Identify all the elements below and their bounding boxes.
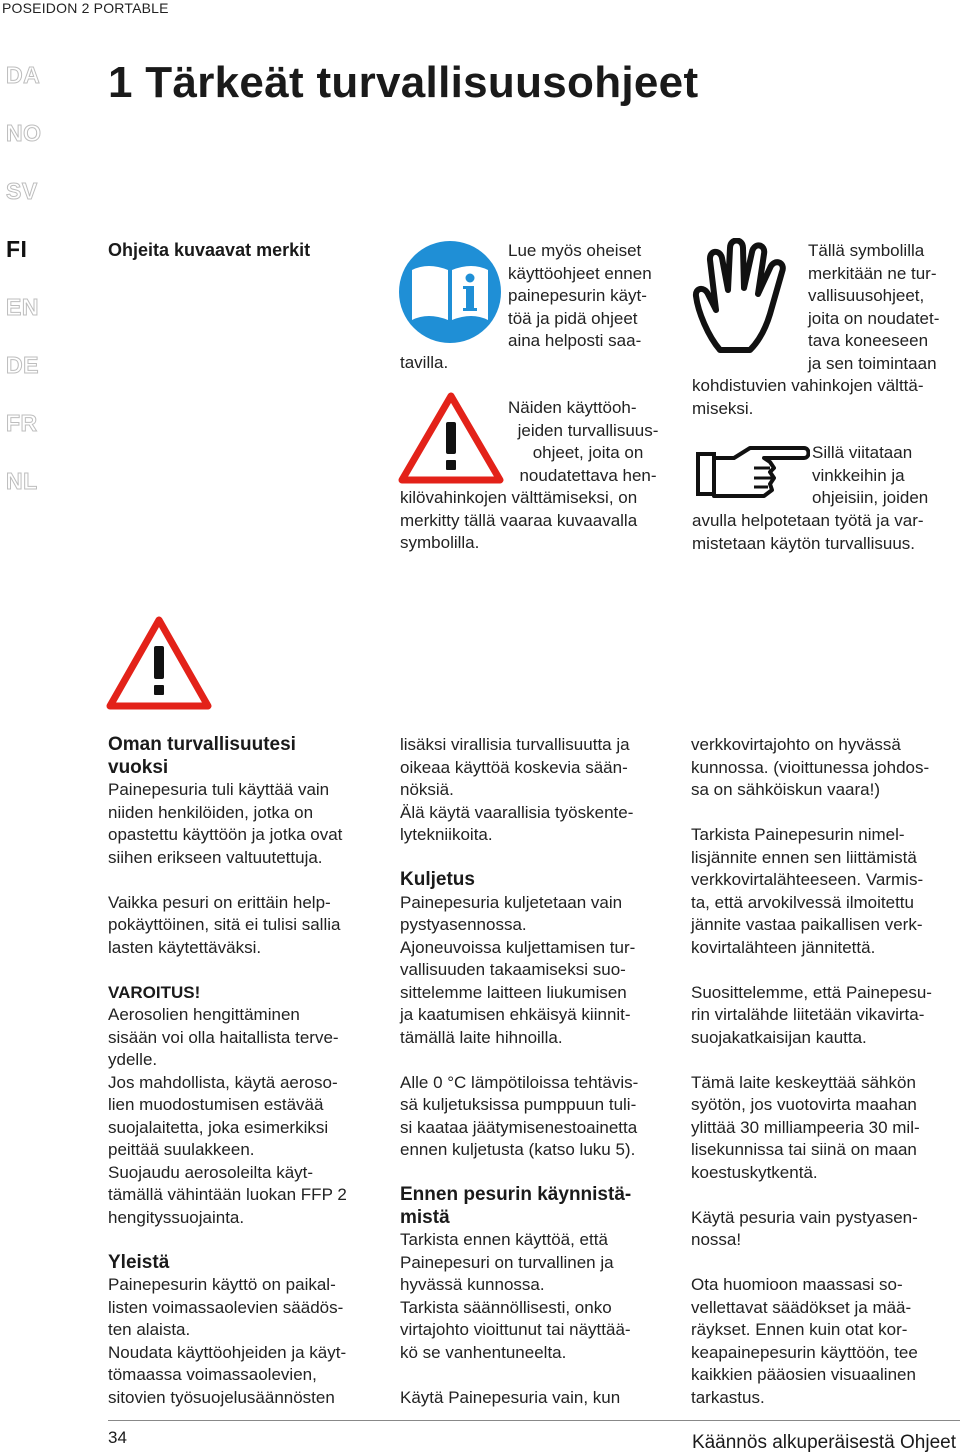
text-line: Älä käytä vaarallisia työskente- (400, 802, 634, 822)
text-line: jännite vastaa paikallisen verk- (691, 915, 923, 934)
text-line: vuoksi (108, 756, 169, 778)
pointing-hand-icon (694, 440, 810, 502)
column-3 (691, 734, 959, 1409)
text-line: Noudata käyttöohjeiden ja käyt- (108, 1342, 347, 1362)
text-line: sa on sähköiskun vaara!) (691, 780, 880, 799)
text-line: lien muodostumisen estävää (108, 1095, 324, 1114)
text-line: vallisuuden takaamiseksi suo- (400, 960, 626, 979)
text-line: ydelle. (108, 1050, 158, 1069)
tip-note (812, 442, 928, 510)
text-line: kilövahinkojen välttämiseksi, on (400, 488, 638, 507)
text-line: kunnossa. (vioittunessa johdos- (691, 757, 930, 777)
text-line: noudatettava hen- (519, 465, 657, 485)
paragraph (400, 892, 670, 1050)
text-line: nossa! (691, 1230, 742, 1249)
info-note (508, 240, 652, 353)
text-line: räykset. Ennen kuin otat kor- (691, 1320, 908, 1339)
text-line: sitovien työsuojelusäännösten (108, 1387, 335, 1407)
text-line: ylittää 30 milliampeeria 30 mil- (691, 1117, 920, 1137)
paragraph (400, 734, 670, 847)
paragraph (691, 1072, 959, 1185)
text-line: Käytä Painepesuria vain, kun (400, 1387, 621, 1407)
language-tab-fi[interactable]: FI (6, 236, 28, 262)
warning-label: VAROITUS! (108, 982, 201, 1002)
paragraph (691, 734, 959, 802)
section-heading-before-start (400, 1184, 670, 1229)
paragraph (691, 1274, 959, 1409)
text-line: suojalaitetta, joka esimerkiksi (108, 1117, 329, 1137)
text-line: kohdistuvien vahinkojen välttä- (692, 376, 924, 395)
text-line: lisäksi virallisia turvallisuutta ja (400, 735, 630, 754)
stop-hand-icon (690, 238, 800, 358)
section-heading-transport: Kuljetus (400, 869, 475, 890)
text-line: vinkkeihin ja (812, 465, 905, 485)
text-line: siihen erikseen valtuutettuja. (108, 847, 323, 867)
text-line: merkitty tällä vaaraa kuvaavalla (400, 510, 638, 530)
text-line: tarkastus. (691, 1387, 765, 1407)
text-line: opastettu käyttöön ja jotka ovat (108, 825, 343, 844)
text-line: tämällä vähintään luokan FFP 2 (108, 1185, 347, 1204)
language-tab-fr[interactable]: FR (6, 410, 38, 436)
text-line: ten alaista. (108, 1320, 191, 1339)
text-line: oikeaa käyttöä koskevia sään- (400, 757, 628, 777)
text-line: Painepesurin käyttö on paikal- (108, 1275, 336, 1294)
info-book-icon (398, 240, 502, 344)
text-line: Ajoneuvoissa kuljettamisen tur- (400, 937, 636, 957)
text-line: kovirtalähteen jännitettä. (691, 937, 876, 957)
footer-rule (108, 1420, 960, 1421)
paragraph (108, 1004, 378, 1229)
paragraph (108, 779, 378, 869)
language-tab-no[interactable]: NO (6, 120, 42, 146)
text-line: rin virtalähde liitetään vikavirta- (691, 1005, 925, 1024)
text-line: mistetaan käytön turvallisuus. (692, 533, 915, 553)
text-line: joita on noudatet- (808, 308, 940, 328)
text-line: tavilla. (400, 353, 449, 372)
warning-note-tail (400, 487, 637, 555)
text-line: si kaataa jäätymisenestoainetta (400, 1117, 638, 1137)
text-line: sä kuljetuksissa pumppuun tuli- (400, 1095, 637, 1114)
text-line: lasten käytettäväksi. (108, 937, 262, 957)
text-line: virtajohto vioittunut tai näyttää- (400, 1320, 631, 1339)
text-line: tämällä laite hihnoilla. (400, 1027, 563, 1047)
text-line: pystyasennossa. (400, 915, 527, 934)
text-line: ja sen toimintaan (808, 353, 937, 373)
text-line: verkkovirtalähteeseen. Varmis- (691, 870, 924, 889)
text-line: Aerosolien hengittäminen (108, 1005, 300, 1024)
text-line: hyvässä kunnossa. (400, 1275, 545, 1294)
text-line: ohjeisiin, joiden (812, 488, 929, 507)
text-line: lytekniikoita. (400, 825, 493, 844)
text-line: symbolilla. (400, 533, 480, 552)
text-line: suojakatkaisijan kautta. (691, 1027, 867, 1047)
text-line: kaikkien pääosien visuaalinen (691, 1365, 916, 1384)
text-line: Vaikka pesuri on erittäin help- (108, 892, 331, 912)
text-line: Ennen pesurin käynnistä- (400, 1184, 632, 1205)
text-line: kö se vanhentuneelta. (400, 1342, 567, 1362)
language-tab-de[interactable]: DE (6, 352, 39, 378)
warning-note (508, 397, 668, 487)
text-line: Alle 0 °C lämpötiloissa tehtävis- (400, 1072, 639, 1092)
text-line: ennen kuljetusta (katso luku 5). (400, 1140, 636, 1159)
text-line: aina helposti saa- (508, 331, 642, 350)
section-heading-own-safety (108, 734, 378, 779)
footer-text: Käännös alkuperäisestä Ohjeet (691, 1432, 956, 1453)
paragraph (400, 1072, 670, 1162)
text-line: verkkovirtajohto on hyvässä (691, 735, 901, 754)
text-line: ta, että arvokilvessä ilmoitettu (691, 892, 914, 912)
large-warning-triangle-icon (106, 616, 212, 710)
text-line: Oman turvallisuutesi (108, 734, 296, 755)
paragraph (108, 892, 378, 960)
paragraph (691, 982, 959, 1050)
text-line: ja kaatumisen ehkäisyä kiinnit- (400, 1005, 631, 1024)
text-line: vellettavat säädökset ja mää- (691, 1297, 912, 1317)
text-line: Painepesuri on turvallinen ja (400, 1252, 614, 1272)
info-note-tail (400, 352, 448, 375)
text-line: Lue myös oheiset (508, 241, 642, 260)
stop-note (808, 240, 939, 375)
text-line: keapainepesurin käyttöön, tee (691, 1342, 918, 1362)
text-line: koestuskytkentä. (691, 1162, 818, 1182)
text-line: Jos mahdollista, käytä aeroso- (108, 1072, 338, 1092)
paragraph (400, 1229, 670, 1364)
text-line: Suojaudu aerosoleilta käyt- (108, 1162, 314, 1182)
language-tab-nl[interactable]: NL (6, 468, 38, 494)
paragraph (108, 1274, 378, 1409)
text-line: Ota huomioon maassasi so- (691, 1275, 903, 1294)
paragraph (691, 1207, 959, 1252)
text-line: Painepesuria tuli käyttää vain (108, 780, 330, 799)
text-line: Käytä pesuria vain pystyasen- (691, 1207, 918, 1227)
text-line: tömaassa voimassaolevien, (108, 1365, 317, 1384)
text-line: Suosittelemme, että Painepesu- (691, 982, 932, 1002)
signs-heading: Ohjeita kuvaavat merkit (108, 240, 311, 260)
column-1 (108, 734, 378, 1409)
text-line: jeiden turvallisuus- (517, 420, 659, 440)
text-line: Tämä laite keskeyttää sähkön (691, 1072, 916, 1092)
text-line: miseksi. (692, 398, 754, 418)
column-2 (400, 734, 670, 1409)
text-line: ohjeet, joita on (532, 443, 644, 462)
language-tab-en[interactable]: EN (6, 294, 39, 320)
language-tab-da[interactable]: DA (6, 62, 41, 88)
text-line: käyttöohjeet ennen (508, 263, 652, 283)
text-line: lisekunnissa tai siinä on maan (691, 1140, 917, 1159)
tip-note-tail (692, 510, 924, 555)
text-line: Tarkista säännöllisesti, onko (400, 1297, 612, 1317)
text-line: peittää suulakkeen. (108, 1140, 255, 1159)
language-tab-sv[interactable]: SV (6, 178, 38, 204)
section-heading-general: Yleistä (108, 1251, 170, 1273)
text-line: pokäyttöinen, sitä ei tulisi sallia (108, 915, 341, 934)
text-line: Tällä symbolilla (808, 241, 925, 260)
text-line: syötön, jos vuotovirta maahan (691, 1095, 917, 1114)
text-line: avulla helpotetaan työtä ja var- (692, 511, 924, 530)
text-line: vallisuusohjeet, (808, 286, 925, 305)
text-line: sittelemme laitteen liukumisen (400, 982, 627, 1002)
text-line: niiden henkilöiden, jotka on (108, 802, 314, 822)
text-line: mistä (400, 1206, 450, 1228)
stop-note-tail (692, 375, 924, 420)
text-line: sisään voi olla haitallista terve- (108, 1027, 339, 1047)
text-line: Näiden käyttöoh- (508, 398, 637, 417)
paragraph (400, 1387, 670, 1410)
text-line: painepesurin käyt- (508, 286, 647, 305)
text-line: Sillä viitataan (812, 443, 913, 462)
text-line: Tarkista Painepesurin nimel- (691, 825, 905, 844)
text-line: merkitään ne tur- (808, 263, 937, 283)
text-line: töä ja pidä ohjeet (508, 308, 638, 328)
text-line: tava koneeseen (808, 331, 929, 350)
paragraph (691, 824, 959, 959)
text-line: hengityssuojainta. (108, 1207, 245, 1227)
text-line: listen voimassaolevien säädös- (108, 1297, 344, 1317)
text-line: nöksiä. (400, 780, 454, 799)
text-line: lisjännite ennen sen liittämistä (691, 847, 917, 867)
page-title: 1 Tärkeät turvallisuusohjeet (108, 58, 699, 107)
text-line: Tarkista ennen käyttöä, että (400, 1230, 608, 1249)
header-product-name: POSEIDON 2 PORTABLE (2, 0, 169, 16)
text-line: Painepesuria kuljetetaan vain (400, 892, 623, 912)
warning-triangle-icon (398, 392, 504, 484)
page-number: 34 (108, 1428, 127, 1447)
